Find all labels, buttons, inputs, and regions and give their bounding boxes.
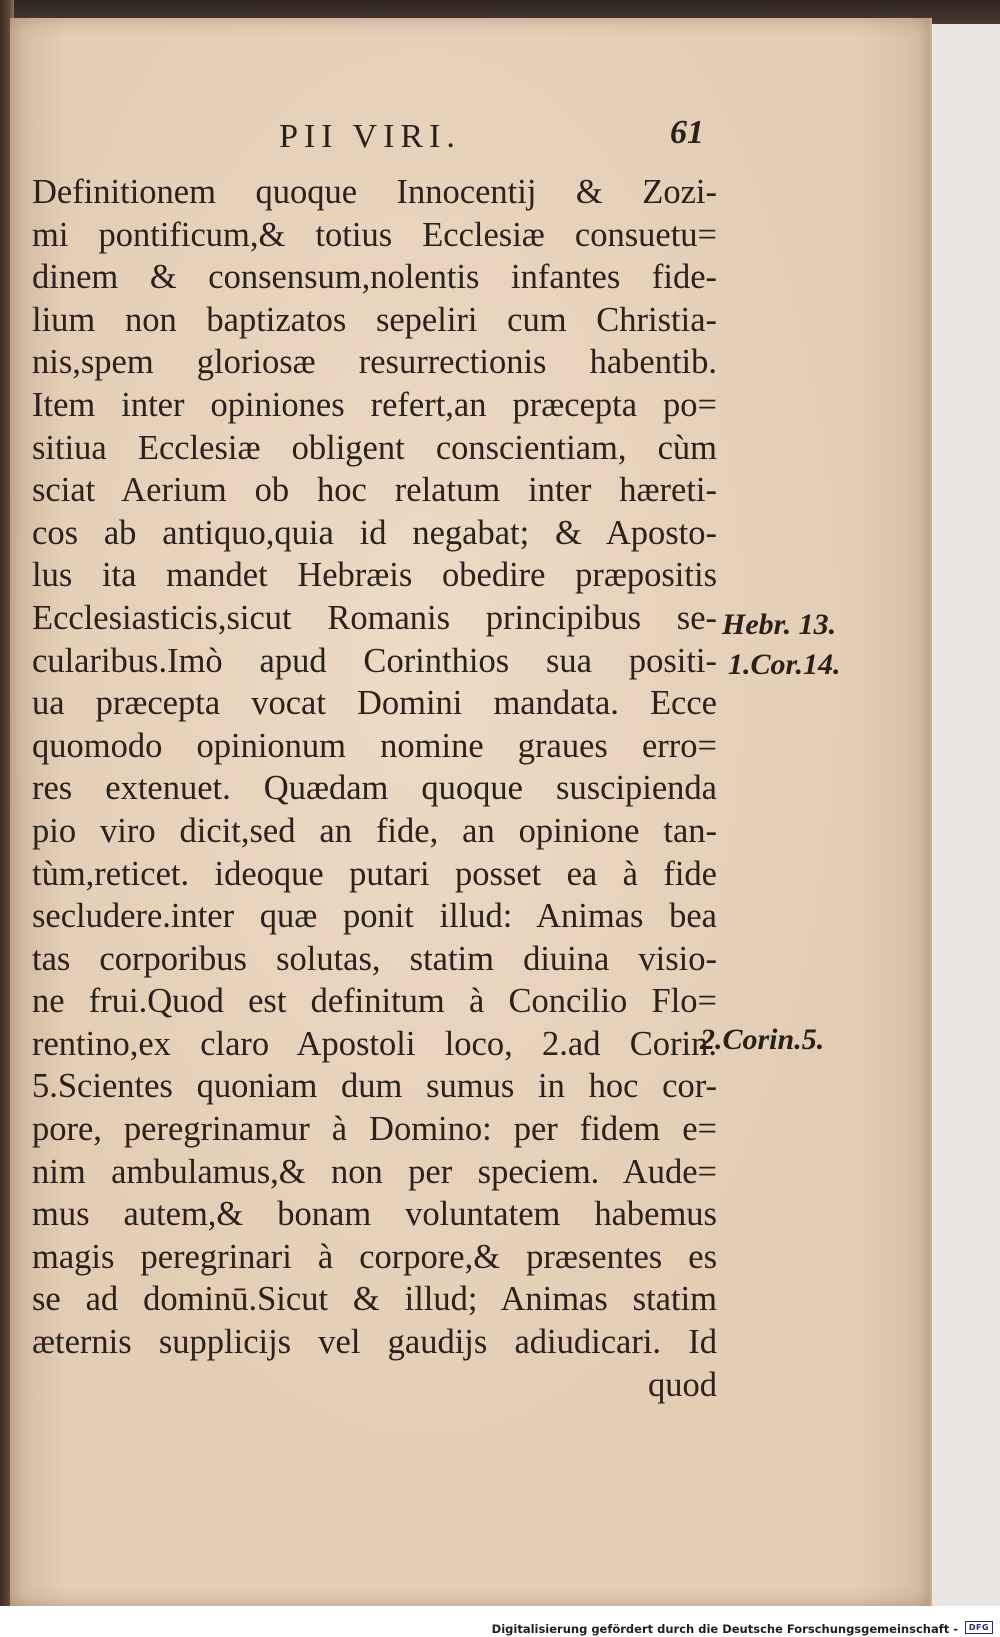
text-line: dinem & consensum,nolentis infantes fide- <box>32 258 717 297</box>
text-line: lium non baptizatos sepeliri cum Christia- <box>32 300 717 339</box>
marginal-note-corin: 2.Corin.5. <box>700 1023 825 1056</box>
text-line: quomodo opinionum nomine graues erro= <box>32 726 717 765</box>
text-line: Ecclesiasticis,sicut Romanis principibus se- <box>32 598 717 637</box>
text-line: pore, peregrinamur à Domino: per fidem e= <box>32 1110 717 1149</box>
text-line: sitiua Ecclesiæ obligent conscientiam, cùm <box>32 428 717 467</box>
page-number: 61 <box>670 114 704 151</box>
text-line: rentino,ex claro Apostoli loco, 2.ad Corin. <box>32 1024 717 1063</box>
running-head: PII VIRI. <box>279 118 461 155</box>
text-line: ua præcepta vocat Domini mandata. Ecce <box>32 684 717 723</box>
text-line: tas corporibus solutas, statim diuina visio- <box>32 939 717 978</box>
text-line: 5.Scientes quoniam dum sumus in hoc cor- <box>32 1067 717 1106</box>
book-page <box>10 18 932 1606</box>
text-line: cularibus.Imò apud Corinthios sua positi- <box>32 641 717 680</box>
text-line: tùm,reticet. ideoque putari posset ea à fide <box>32 854 717 893</box>
dfg-logo <box>965 1621 993 1634</box>
dfg-logo-text: DFG <box>968 1623 990 1632</box>
marginal-note-hebr: Hebr. 13. <box>722 608 837 641</box>
text-line: res extenuet. Quædam quoque suscipienda <box>32 769 717 808</box>
body-text <box>32 171 717 1406</box>
text-line: cos ab antiquo,quia id negabat; & Aposto- <box>32 513 717 552</box>
marginal-note-cor: 1.Cor.14. <box>728 648 841 681</box>
funding-credit: Digitalisierung gefördert durch die Deutsche Forschungsgemeinschaft - <box>491 1622 958 1636</box>
text-line: mus autem,& bonam voluntatem habemus <box>32 1195 717 1234</box>
text-line: magis peregrinari à corpore,& præsentes es <box>32 1237 717 1276</box>
text-line: æternis supplicijs vel gaudijs adiudicari. Id <box>32 1323 717 1362</box>
text-line: sciat Aerium ob hoc relatum inter hæreti- <box>32 471 717 510</box>
text-line: ne frui.Quod est definitum à Concilio Flo= <box>32 982 717 1021</box>
text-line: pio viro dicit,sed an fide, an opinione tan- <box>32 811 717 850</box>
text-line: nis,spem gloriosæ resurrectionis habentib. <box>32 343 717 382</box>
text-line: mi pontificum,& totius Ecclesiæ consuetu= <box>32 215 717 254</box>
text-line: se ad dominū.Sicut & illud; Animas statim <box>32 1280 717 1319</box>
text-line: secludere.inter quæ ponit illud: Animas bea <box>32 897 717 936</box>
text-line: Definitionem quoque Innocentij & Zozi- <box>32 173 717 211</box>
catchword: quod <box>648 1365 717 1404</box>
text-line: lus ita mandet Hebræis obedire præpositis <box>32 556 717 595</box>
text-line: nim ambulamus,& non per speciem. Aude= <box>32 1152 717 1191</box>
text-line: Item inter opiniones refert,an præcepta po= <box>32 385 717 424</box>
